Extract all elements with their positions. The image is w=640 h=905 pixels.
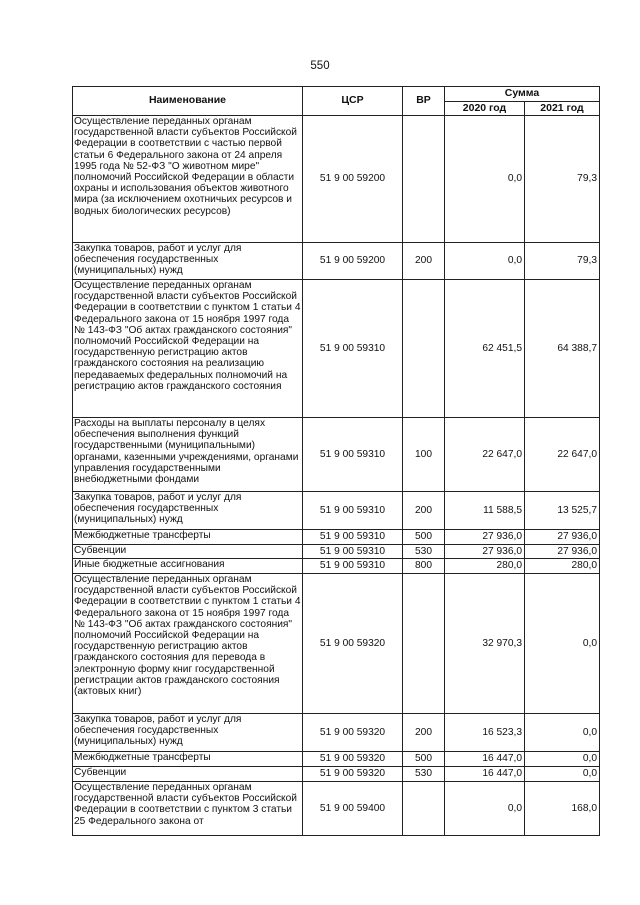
budget-table [72,86,600,836]
table-row [73,545,600,559]
table-row [73,530,600,545]
table-row [73,782,600,836]
table-row [73,418,600,492]
row-2020: 62 451,5 [445,280,525,418]
row-name: Межбюджетные трансферты [73,530,303,545]
row-vr: 200 [403,492,445,530]
row-2021: 79,3 [525,243,600,280]
row-csr: 51 9 00 59200 [303,243,403,280]
row-csr: 51 9 00 59310 [303,545,403,559]
row-csr: 51 9 00 59310 [303,280,403,418]
row-vr [403,116,445,243]
row-2021: 0,0 [525,752,600,767]
row-name: Закупка товаров, работ и услуг для обеспечения государственных (муниципальных) нужд [73,243,303,280]
row-csr: 51 9 00 59310 [303,559,403,574]
header-name: Наименование [73,87,303,116]
row-vr: 530 [403,767,445,782]
table-row [73,714,600,752]
row-2020: 0,0 [445,782,525,836]
row-2021: 22 647,0 [525,418,600,492]
row-name: Осуществление переданных органам государственной власти субъектов Российской Федерации в соответствии с частью первой статьи 6 Федерального закона от 24 апреля 1995 года № 52-ФЗ "О животном мире" полномочий Российской Федерации в области охраны и использования объектов животного мира (за исключением охотничьих ресурсов и водных биологических ресурсов) [73,116,303,243]
row-name: Закупка товаров, работ и услуг для обеспечения государственных (муниципальных) нужд [73,492,303,530]
row-vr: 200 [403,243,445,280]
row-vr: 200 [403,714,445,752]
row-name: Субвенции [73,545,303,559]
row-2020: 16 523,3 [445,714,525,752]
row-name: Межбюджетные трансферты [73,752,303,767]
table-row [73,243,600,280]
table-row [73,280,600,418]
row-vr: 800 [403,559,445,574]
header-2020: 2020 год [445,102,525,116]
row-2021: 13 525,7 [525,492,600,530]
row-2020: 27 936,0 [445,530,525,545]
row-2020: 22 647,0 [445,418,525,492]
page-number: 550 [310,60,330,72]
row-name: Расходы на выплаты персоналу в целях обеспечения выполнения функций государственными (муниципальными) органами, казенными учреждениями, органами управления государственными внебюджетными фондами [73,418,303,492]
row-vr: 500 [403,752,445,767]
row-csr: 51 9 00 59310 [303,418,403,492]
row-csr: 51 9 00 59310 [303,492,403,530]
row-csr: 51 9 00 59320 [303,752,403,767]
header-sum: Сумма [445,87,600,102]
table-row [73,559,600,574]
row-2020: 16 447,0 [445,767,525,782]
row-name: Иные бюджетные ассигнования [73,559,303,574]
table-row [73,492,600,530]
row-csr: 51 9 00 59400 [303,782,403,836]
row-vr: 530 [403,545,445,559]
row-2020: 0,0 [445,243,525,280]
row-name: Закупка товаров, работ и услуг для обеспечения государственных (муниципальных) нужд [73,714,303,752]
row-2021: 0,0 [525,767,600,782]
row-2020: 0,0 [445,116,525,243]
row-2021: 0,0 [525,714,600,752]
row-name: Субвенции [73,767,303,782]
row-2021: 280,0 [525,559,600,574]
header-vr: ВР [403,87,445,116]
row-vr [403,280,445,418]
row-2021: 79,3 [525,116,600,243]
row-2020: 32 970,3 [445,574,525,714]
table-row [73,116,600,243]
row-2021: 27 936,0 [525,530,600,545]
table-row [73,767,600,782]
row-2021: 0,0 [525,574,600,714]
row-2021: 27 936,0 [525,545,600,559]
row-vr: 100 [403,418,445,492]
row-vr [403,782,445,836]
row-vr [403,574,445,714]
row-2020: 27 936,0 [445,545,525,559]
row-2021: 64 388,7 [525,280,600,418]
row-csr: 51 9 00 59320 [303,767,403,782]
table-row [73,574,600,714]
row-csr: 51 9 00 59200 [303,116,403,243]
row-name: Осуществление переданных органам государственной власти субъектов Российской Федерации в соответствии с пунктом 3 статьи 25 Федерального закона от [73,782,303,836]
header-2021: 2021 год [525,102,600,116]
row-name: Осуществление переданных органам государственной власти субъектов Российской Федерации в соответствии с пунктом 1 статьи 4 Федерального закона от 15 ноября 1997 года № 143-ФЗ "Об актах гражданского состояния" полномочий Российской Федерации на государственную регистрацию актов гражданского состояния для перевода в электронную форму книг государственной регистрации актов гражданского состояния (актовых книг) [73,574,303,714]
row-2021: 168,0 [525,782,600,836]
row-csr: 51 9 00 59310 [303,530,403,545]
table-row [73,752,600,767]
row-2020: 11 588,5 [445,492,525,530]
row-vr: 500 [403,530,445,545]
row-csr: 51 9 00 59320 [303,714,403,752]
row-2020: 280,0 [445,559,525,574]
row-2020: 16 447,0 [445,752,525,767]
header-csr: ЦСР [303,87,403,116]
row-name: Осуществление переданных органам государственной власти субъектов Российской Федерации в соответствии с пунктом 1 статьи 4 Федерального закона от 15 ноября 1997 года № 143-ФЗ "Об актах гражданского состояния" полномочий Российской Федерации на государственную регистрацию актов гражданского состояния на реализацию передаваемых федеральных полномочий на регистрацию актов гражданского состояния [73,280,303,418]
row-csr: 51 9 00 59320 [303,574,403,714]
